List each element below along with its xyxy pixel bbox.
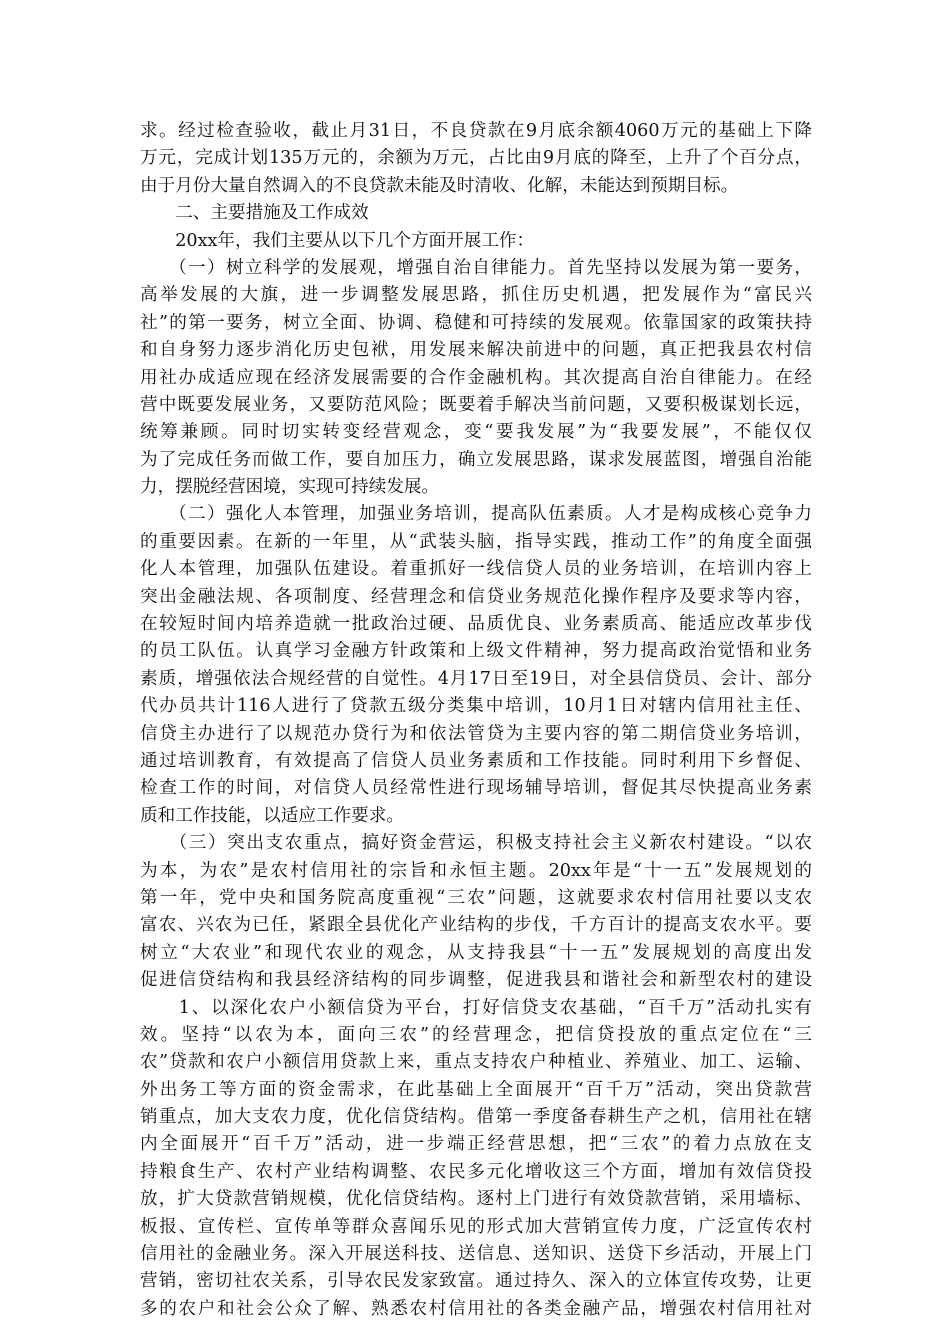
text-line: 多的农户和社会公众了解、熟悉农村信用社的各类金融产品，增强农村信用社对 bbox=[140, 1298, 812, 1319]
text-line: 统筹兼顾。同时切实转变经营观念，变“要我发展”为“我要发展”，不能仅仅 bbox=[140, 422, 812, 443]
text-line: 由于月份大量自然调入的不良贷款未能及时清收、化解，未能达到预期目标。 bbox=[140, 175, 739, 196]
text-line: 素质，增强依法合规经营的自觉性。4月17日至19日，对全县信贷员、会计、部分 bbox=[140, 668, 812, 689]
text-line: 信用社的金融业务。深入开展送科技、送信息、送知识、送贷下乡活动，开展上门 bbox=[140, 1244, 812, 1265]
text-line: 二、主要措施及工作成效 bbox=[140, 203, 369, 224]
text-line: 放，扩大贷款营销规模，优化信贷结构。逐村上门进行有效贷款营销，采用墙标、 bbox=[140, 1189, 812, 1210]
text-line: 代办员共计116人进行了贷款五级分类集中培训，10月1日对辖内信用社主任、 bbox=[140, 696, 812, 717]
text-line: 农”贷款和农户小额信用贷款上来，重点支持农户种植业、养殖业、加工、运输、 bbox=[140, 1052, 812, 1073]
text-line: 和自身努力逐步消化历史包袱，用发展来解决前进中的问题，真正把我县农村信 bbox=[140, 340, 812, 361]
text-line: 为本，为农”是农村信用社的宗旨和永恒主题。20xx年是“十一五”发展规划的 bbox=[140, 860, 812, 881]
text-line: 求。经过检查验收，截止月31日，不良贷款在9月底余额4060万元的基础上下降 bbox=[140, 121, 812, 141]
text-line: 营销，密切社农关系，引导农民发家致富。通过持久、深入的立体宣传攻势，让更 bbox=[140, 1271, 812, 1292]
text-line: 突出金融法规、各项制度、经营理念和信贷业务规范化操作程序及要求等内容， bbox=[140, 586, 812, 607]
text-line: 持粮食生产、农村产业结构调整、农民多元化增收这三个方面，增加有效信贷投 bbox=[140, 1161, 812, 1182]
text-line: 第一年，党中央和国务院高度重视“三农”问题，这就要求农村信用社要以支农 bbox=[140, 887, 812, 908]
text-line: 万元，完成计划135万元的，余额为万元，占比由9月底的降至，上升了个百分点， bbox=[140, 148, 812, 169]
text-line: （一）树立科学的发展观，增强自治自律能力。首先坚持以发展为第一要务， bbox=[140, 257, 812, 278]
text-line: 检查工作的时间，对信贷人员经常性进行现场辅导培训，督促其尽快提高业务素 bbox=[140, 778, 812, 799]
text-line: 化人本管理，加强队伍建设。着重抓好一线信贷人员的业务培训，在培训内容上 bbox=[140, 559, 812, 580]
text-line: 在较短时间内培养造就一批政治过硬、品质优良、业务素质高、能适应改革步伐 bbox=[140, 614, 812, 635]
text-line: 的员工队伍。认真学习金融方针政策和上级文件精神，努力提高政治觉悟和业务 bbox=[140, 641, 812, 662]
text-line: 力，摆脱经营困境，实现可持续发展。 bbox=[140, 477, 440, 498]
text-line: （三）突出支农重点，搞好资金营运，积极支持社会主义新农村建设。“以农 bbox=[140, 833, 812, 854]
text-line: 板报、宣传栏、宣传单等群众喜闻乐见的形式加大营销宣传力度，广泛宣传农村 bbox=[140, 1216, 812, 1237]
text-line: 20xx年，我们主要从以下几个方面开展工作： bbox=[140, 230, 535, 251]
text-line: 1、以深化农户小额信贷为平台，打好信贷支农基础，“百千万”活动扎实有 bbox=[140, 997, 812, 1018]
text-line: 外出务工等方面的资金需求，在此基础上全面展开“百千万”活动，突出贷款营 bbox=[140, 1079, 812, 1100]
text-line: 信贷主办进行了以规范办贷行为和依法管贷为主要内容的第二期信贷业务培训， bbox=[140, 723, 812, 744]
text-line: 营中既要发展业务，又要防范风险；既要着手解决当前问题，又要积极谋划长远， bbox=[140, 394, 812, 415]
text-line: 富农、兴农为已任，紧跟全县优化产业结构的步伐，千方百计的提高支农水平。要 bbox=[140, 915, 812, 936]
text-line: 效。坚持“以农为本，面向三农”的经营理念，把信贷投放的重点定位在“三 bbox=[140, 1024, 812, 1045]
text-line: 用社办成适应现在经济发展需要的合作金融机构。其次提高自治自律能力。在经 bbox=[140, 367, 812, 388]
text-line: 树立“大农业”和现代农业的观念，从支持我县“十一五”发展规划的高度出发 bbox=[140, 942, 812, 963]
text-line: （二）强化人本管理，加强业务培训，提高队伍素质。人才是构成核心竞争力 bbox=[140, 504, 812, 525]
text-line: 质和工作技能，以适应工作要求。 bbox=[140, 805, 404, 826]
document-body bbox=[140, 118, 812, 1323]
text-line: 的重要因素。在新的一年里，从“武装头脑，指导实践，推动工作”的角度全面强 bbox=[140, 531, 812, 552]
text-line: 内全面展开“百千万”活动，进一步端正经营思想，把“三农”的着力点放在支 bbox=[140, 1134, 812, 1155]
text-line: 销重点，加大支农力度，优化信贷结构。借第一季度备春耕生产之机，信用社在辖 bbox=[140, 1107, 812, 1128]
text-line: 为了完成任务而做工作，要自加压力，确立发展思路，谋求发展蓝图，增强自治能 bbox=[140, 449, 812, 470]
text-line: 社”的第一要务，树立全面、协调、稳健和可持续的发展观。依靠国家的政策扶持 bbox=[140, 312, 812, 333]
text-line: 通过培训教育，有效提高了信贷人员业务素质和工作技能。同时利用下乡督促、 bbox=[140, 750, 812, 771]
text-line: 促进信贷结构和我县经济结构的同步调整，促进我县和谐社会和新型农村的建设 bbox=[140, 970, 812, 991]
text-line: 高举发展的大旗，进一步调整发展思路，抓住历史机遇，把发展作为“富民兴 bbox=[140, 285, 812, 306]
